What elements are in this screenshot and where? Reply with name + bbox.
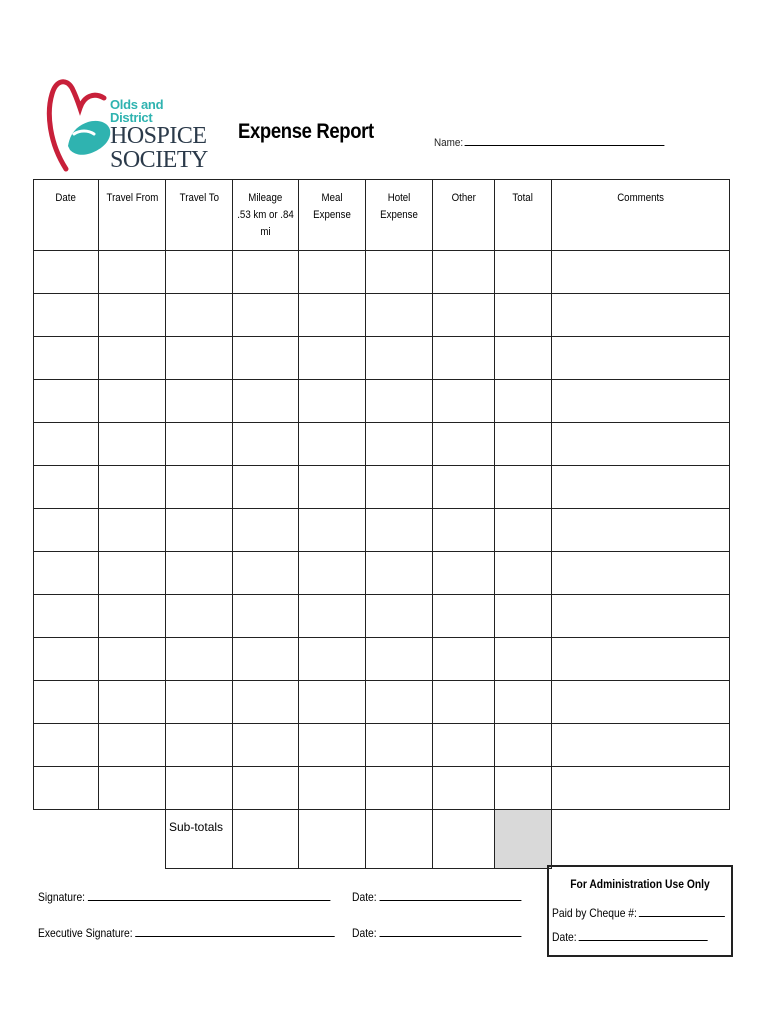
comments-cell[interactable]: [552, 423, 730, 466]
hotel-cell[interactable]: [366, 595, 433, 638]
total-cell[interactable]: [495, 423, 552, 466]
travel-to-cell[interactable]: [166, 638, 233, 681]
admin-date-underline[interactable]: [578, 930, 707, 941]
meal-cell[interactable]: [299, 638, 366, 681]
travel-to-cell[interactable]: [166, 767, 233, 810]
mileage-cell[interactable]: [233, 337, 299, 380]
table-row: [34, 337, 730, 380]
hotel-cell[interactable]: [366, 380, 433, 423]
logo-society-text: SOCIETY: [110, 147, 208, 173]
total-cell[interactable]: [495, 294, 552, 337]
date-cell[interactable]: [34, 681, 99, 724]
table-row: [34, 595, 730, 638]
date-cell[interactable]: [34, 509, 99, 552]
subtotal-row: [34, 810, 730, 869]
travel-from-cell[interactable]: [99, 337, 166, 380]
comments-cell[interactable]: [552, 724, 730, 767]
total-cell[interactable]: [495, 767, 552, 810]
hotel-cell[interactable]: [366, 509, 433, 552]
signature-field[interactable]: [38, 890, 330, 904]
hotel-cell[interactable]: [366, 294, 433, 337]
mileage-cell[interactable]: [233, 767, 299, 810]
hotel-cell[interactable]: [366, 767, 433, 810]
subtotal-blank: [552, 810, 730, 869]
mileage-cell[interactable]: [233, 251, 299, 294]
subtotal-blank: [34, 810, 99, 869]
mileage-cell[interactable]: [233, 595, 299, 638]
header-travel-to: Travel To: [166, 180, 233, 251]
table-row: [34, 251, 730, 294]
header-hotel-expense: Hotel Expense: [366, 180, 433, 251]
table-body: [34, 251, 730, 810]
travel-from-cell[interactable]: [99, 509, 166, 552]
mileage-cell[interactable]: [233, 724, 299, 767]
table-row: [34, 767, 730, 810]
mileage-rate: .53 km or .84 mi: [237, 209, 294, 238]
table-row: [34, 681, 730, 724]
table-row: [34, 552, 730, 595]
travel-to-cell[interactable]: [166, 294, 233, 337]
date-cell[interactable]: [34, 294, 99, 337]
mileage-cell[interactable]: [233, 552, 299, 595]
travel-from-cell[interactable]: [99, 423, 166, 466]
hotel-cell[interactable]: [366, 681, 433, 724]
meal-cell[interactable]: [299, 423, 366, 466]
meal-cell[interactable]: [299, 724, 366, 767]
hotel-cell[interactable]: [366, 724, 433, 767]
date-cell[interactable]: [34, 380, 99, 423]
table-row: [34, 423, 730, 466]
total-cell[interactable]: [495, 638, 552, 681]
hotel-cell[interactable]: [366, 337, 433, 380]
travel-from-cell[interactable]: [99, 767, 166, 810]
table-row: [34, 466, 730, 509]
expense-table: [33, 179, 730, 869]
meal-cell[interactable]: [299, 251, 366, 294]
comments-cell[interactable]: [552, 767, 730, 810]
comments-cell[interactable]: [552, 337, 730, 380]
name-underline[interactable]: [465, 136, 665, 146]
travel-to-cell[interactable]: [166, 509, 233, 552]
comments-cell[interactable]: [552, 294, 730, 337]
travel-to-cell[interactable]: [166, 337, 233, 380]
admin-date-label: Date:: [552, 930, 577, 944]
table-row: [34, 380, 730, 423]
travel-from-cell[interactable]: [99, 681, 166, 724]
header-meal-expense: Meal Expense: [299, 180, 366, 251]
mileage-cell[interactable]: [233, 509, 299, 552]
comments-cell[interactable]: [552, 466, 730, 509]
travel-from-cell[interactable]: [99, 724, 166, 767]
subtotal-label: Sub-totals: [166, 810, 233, 869]
total-cell[interactable]: [495, 595, 552, 638]
hotel-cell[interactable]: [366, 423, 433, 466]
table-row: [34, 724, 730, 767]
hotel-cell[interactable]: [366, 466, 433, 509]
meal-cell[interactable]: [299, 509, 366, 552]
hotel-cell[interactable]: [366, 552, 433, 595]
other-cell[interactable]: [433, 466, 495, 509]
header-date: Date: [34, 180, 99, 251]
subtotal-hotel-cell[interactable]: [366, 810, 433, 869]
other-cell[interactable]: [433, 595, 495, 638]
logo-top-text: Olds and District: [110, 97, 164, 125]
meal-cell[interactable]: [299, 552, 366, 595]
meal-cell[interactable]: [299, 466, 366, 509]
meal-cell[interactable]: [299, 681, 366, 724]
page-title: Expense Report: [238, 120, 374, 143]
header-total: Total: [495, 180, 552, 251]
comments-cell[interactable]: [552, 681, 730, 724]
travel-to-cell[interactable]: [166, 552, 233, 595]
cheque-underline[interactable]: [639, 906, 725, 917]
total-cell[interactable]: [495, 380, 552, 423]
travel-from-cell[interactable]: [99, 466, 166, 509]
table-row: [34, 294, 730, 337]
logo-wordmark: [110, 98, 208, 172]
travel-from-cell[interactable]: [99, 595, 166, 638]
total-cell[interactable]: [495, 681, 552, 724]
admin-use-box: [547, 865, 733, 957]
cheque-label: Paid by Cheque #:: [552, 906, 637, 920]
subtotal-total-cell: [495, 810, 552, 869]
meal-cell[interactable]: [299, 337, 366, 380]
header-other: Other: [433, 180, 495, 251]
travel-to-cell[interactable]: [166, 380, 233, 423]
admin-date-field[interactable]: [552, 930, 707, 944]
name-field[interactable]: [434, 136, 665, 149]
travel-from-cell[interactable]: [99, 638, 166, 681]
signature-underline[interactable]: [88, 890, 331, 901]
comments-cell[interactable]: [552, 595, 730, 638]
other-cell[interactable]: [433, 681, 495, 724]
date-cell[interactable]: [34, 337, 99, 380]
travel-to-cell[interactable]: [166, 423, 233, 466]
travel-to-cell[interactable]: [166, 466, 233, 509]
cheque-field[interactable]: [552, 906, 725, 920]
signature-date-label: Date:: [352, 890, 377, 904]
other-cell[interactable]: [433, 767, 495, 810]
signature-date-field[interactable]: [352, 890, 521, 904]
date-cell[interactable]: [34, 595, 99, 638]
travel-from-cell[interactable]: [99, 380, 166, 423]
total-cell[interactable]: [495, 337, 552, 380]
mileage-cell[interactable]: [233, 423, 299, 466]
name-label: Name:: [434, 137, 464, 149]
signature-date-underline[interactable]: [379, 890, 521, 901]
total-cell[interactable]: [495, 466, 552, 509]
executive-signature-label: Executive Signature:: [38, 926, 133, 940]
table-row: [34, 509, 730, 552]
date-cell[interactable]: [34, 767, 99, 810]
meal-cell[interactable]: [299, 380, 366, 423]
mileage-cell[interactable]: [233, 638, 299, 681]
other-cell[interactable]: [433, 638, 495, 681]
heart-logo-icon: [44, 74, 114, 174]
header-comments: Comments: [552, 180, 730, 251]
executive-signature-underline[interactable]: [135, 926, 335, 937]
mileage-cell[interactable]: [233, 380, 299, 423]
travel-from-cell[interactable]: [99, 251, 166, 294]
date-cell[interactable]: [34, 466, 99, 509]
date-cell[interactable]: [34, 638, 99, 681]
meal-cell[interactable]: [299, 595, 366, 638]
date-cell[interactable]: [34, 251, 99, 294]
other-cell[interactable]: [433, 294, 495, 337]
mileage-cell[interactable]: [233, 294, 299, 337]
logo-hospice-text: HOSPICE: [110, 123, 207, 149]
date-cell[interactable]: [34, 423, 99, 466]
travel-to-cell[interactable]: [166, 251, 233, 294]
travel-from-cell[interactable]: [99, 552, 166, 595]
date-cell[interactable]: [34, 724, 99, 767]
other-cell[interactable]: [433, 724, 495, 767]
comments-cell[interactable]: [552, 552, 730, 595]
hotel-cell[interactable]: [366, 638, 433, 681]
total-cell[interactable]: [495, 724, 552, 767]
subtotal-other-cell[interactable]: [433, 810, 495, 869]
table-header-row: [34, 180, 730, 251]
comments-cell[interactable]: [552, 638, 730, 681]
admin-title: For Administration Use Only: [570, 877, 710, 891]
mileage-cell[interactable]: [233, 466, 299, 509]
other-cell[interactable]: [433, 251, 495, 294]
comments-cell[interactable]: [552, 251, 730, 294]
comments-cell[interactable]: [552, 509, 730, 552]
executive-signature-field[interactable]: [38, 926, 335, 940]
meal-cell[interactable]: [299, 294, 366, 337]
header-travel-from: Travel From: [99, 180, 166, 251]
travel-to-cell[interactable]: [166, 595, 233, 638]
executive-date-underline[interactable]: [379, 926, 521, 937]
executive-date-field[interactable]: [352, 926, 521, 940]
mileage-cell[interactable]: [233, 681, 299, 724]
header-mileage: Mileage .53 km or .84 mi: [233, 180, 299, 251]
subtotal-meal-cell[interactable]: [299, 810, 366, 869]
table-row: [34, 638, 730, 681]
hotel-cell[interactable]: [366, 251, 433, 294]
other-cell[interactable]: [433, 337, 495, 380]
subtotal-blank: [99, 810, 166, 869]
total-cell[interactable]: [495, 251, 552, 294]
other-cell[interactable]: [433, 423, 495, 466]
date-cell[interactable]: [34, 552, 99, 595]
comments-cell[interactable]: [552, 380, 730, 423]
subtotal-mileage-cell[interactable]: [233, 810, 299, 869]
travel-from-cell[interactable]: [99, 294, 166, 337]
other-cell[interactable]: [433, 509, 495, 552]
travel-to-cell[interactable]: [166, 681, 233, 724]
other-cell[interactable]: [433, 552, 495, 595]
total-cell[interactable]: [495, 552, 552, 595]
total-cell[interactable]: [495, 509, 552, 552]
travel-to-cell[interactable]: [166, 724, 233, 767]
other-cell[interactable]: [433, 380, 495, 423]
executive-date-label: Date:: [352, 926, 377, 940]
meal-cell[interactable]: [299, 767, 366, 810]
signature-label: Signature:: [38, 890, 86, 904]
hospice-logo: [44, 74, 208, 174]
